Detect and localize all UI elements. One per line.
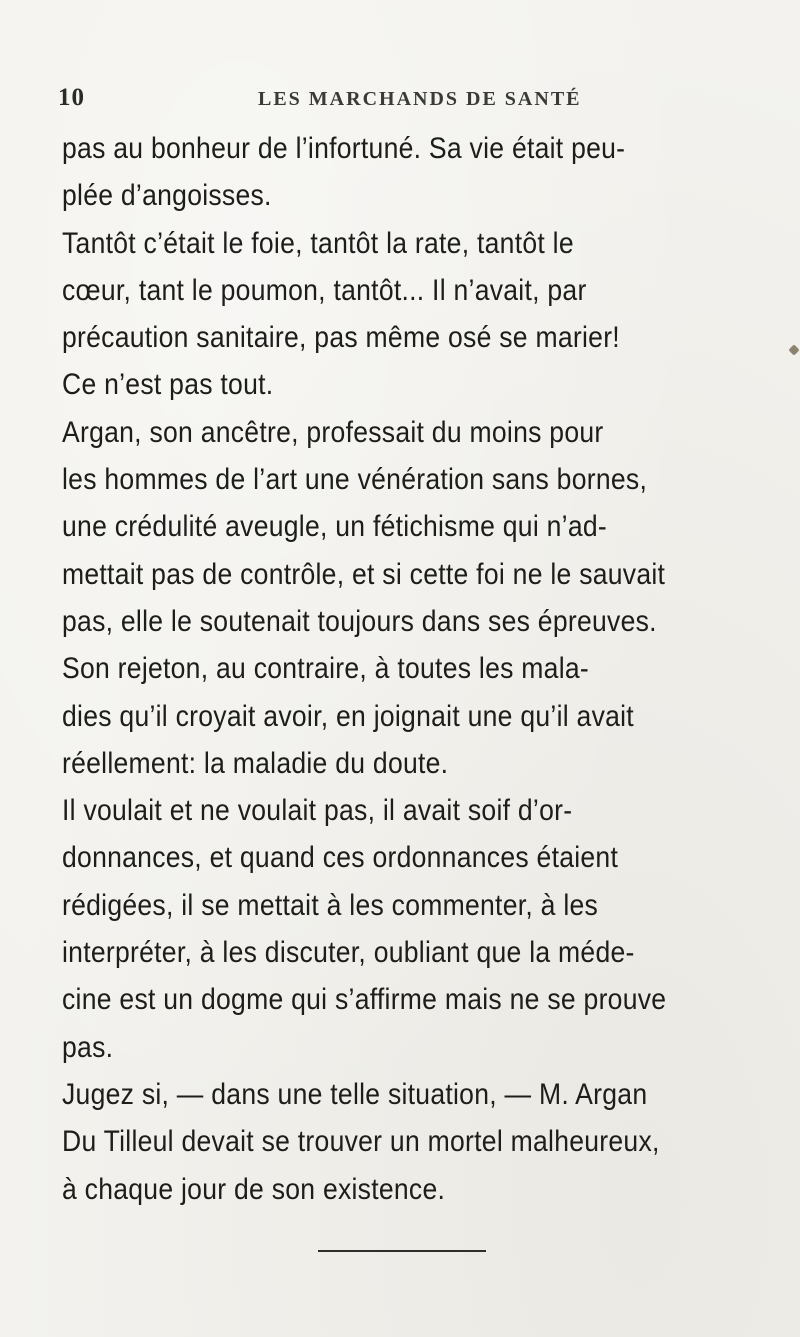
page-number: 10	[58, 84, 85, 111]
body-text	[62, 125, 682, 1213]
text-line: interpréter, à les discuter, oubliant que la méde-	[62, 936, 635, 970]
running-title: LES MARCHANDS DE SANTÉ	[258, 88, 582, 110]
text-line: plée d’angoisses.	[62, 179, 272, 213]
text-line: réellement: la maladie du doute.	[62, 746, 449, 780]
text-line: Du Tilleul devait se trouver un mortel malheureux,	[62, 1125, 660, 1159]
text-line: Tantôt c’était le foie, tantôt la rate, tantôt le	[62, 226, 574, 260]
text-line: dies qu’il croyait avoir, en joignait une qu’il avait	[62, 699, 634, 733]
text-line: à chaque jour de son existence.	[62, 1172, 446, 1206]
ink-speck	[788, 344, 799, 355]
text-line: Son rejeton, au contraire, à toutes les mala-	[62, 652, 590, 686]
text-line: pas, elle le soutenait toujours dans ses épreuves.	[62, 604, 657, 638]
text-line: précaution sanitaire, pas même osé se marier!	[62, 321, 620, 355]
text-line: mettait pas de contrôle, et si cette foi ne le sauvait	[62, 557, 666, 591]
text-line: cine est un dogme qui s’affirme mais ne se prouve	[62, 983, 667, 1017]
text-line: pas.	[62, 1030, 114, 1064]
text-line: une crédulité aveugle, un fétichisme qui n’ad-	[62, 510, 608, 544]
footer-rule	[318, 1250, 486, 1252]
text-line: cœur, tant le poumon, tantôt... Il n’avait, par	[62, 273, 587, 307]
text-line: donnances, et quand ces ordonnances étaient	[62, 841, 619, 875]
running-head	[58, 84, 758, 114]
text-line: rédigées, il se mettait à les commenter, à les	[62, 888, 599, 922]
text-line: les hommes de l’art une vénération sans bornes,	[62, 463, 648, 497]
text-line: Il voulait et ne voulait pas, il avait soif d’or-	[62, 794, 573, 828]
text-line: Jugez si, — dans une telle situation, — M. Argan	[62, 1077, 648, 1111]
text-line: pas au bonheur de l’infortuné. Sa vie était peu-	[62, 132, 626, 165]
text-line: Argan, son ancêtre, professait du moins pour	[62, 415, 604, 449]
text-line: Ce n’est pas tout.	[62, 368, 274, 402]
